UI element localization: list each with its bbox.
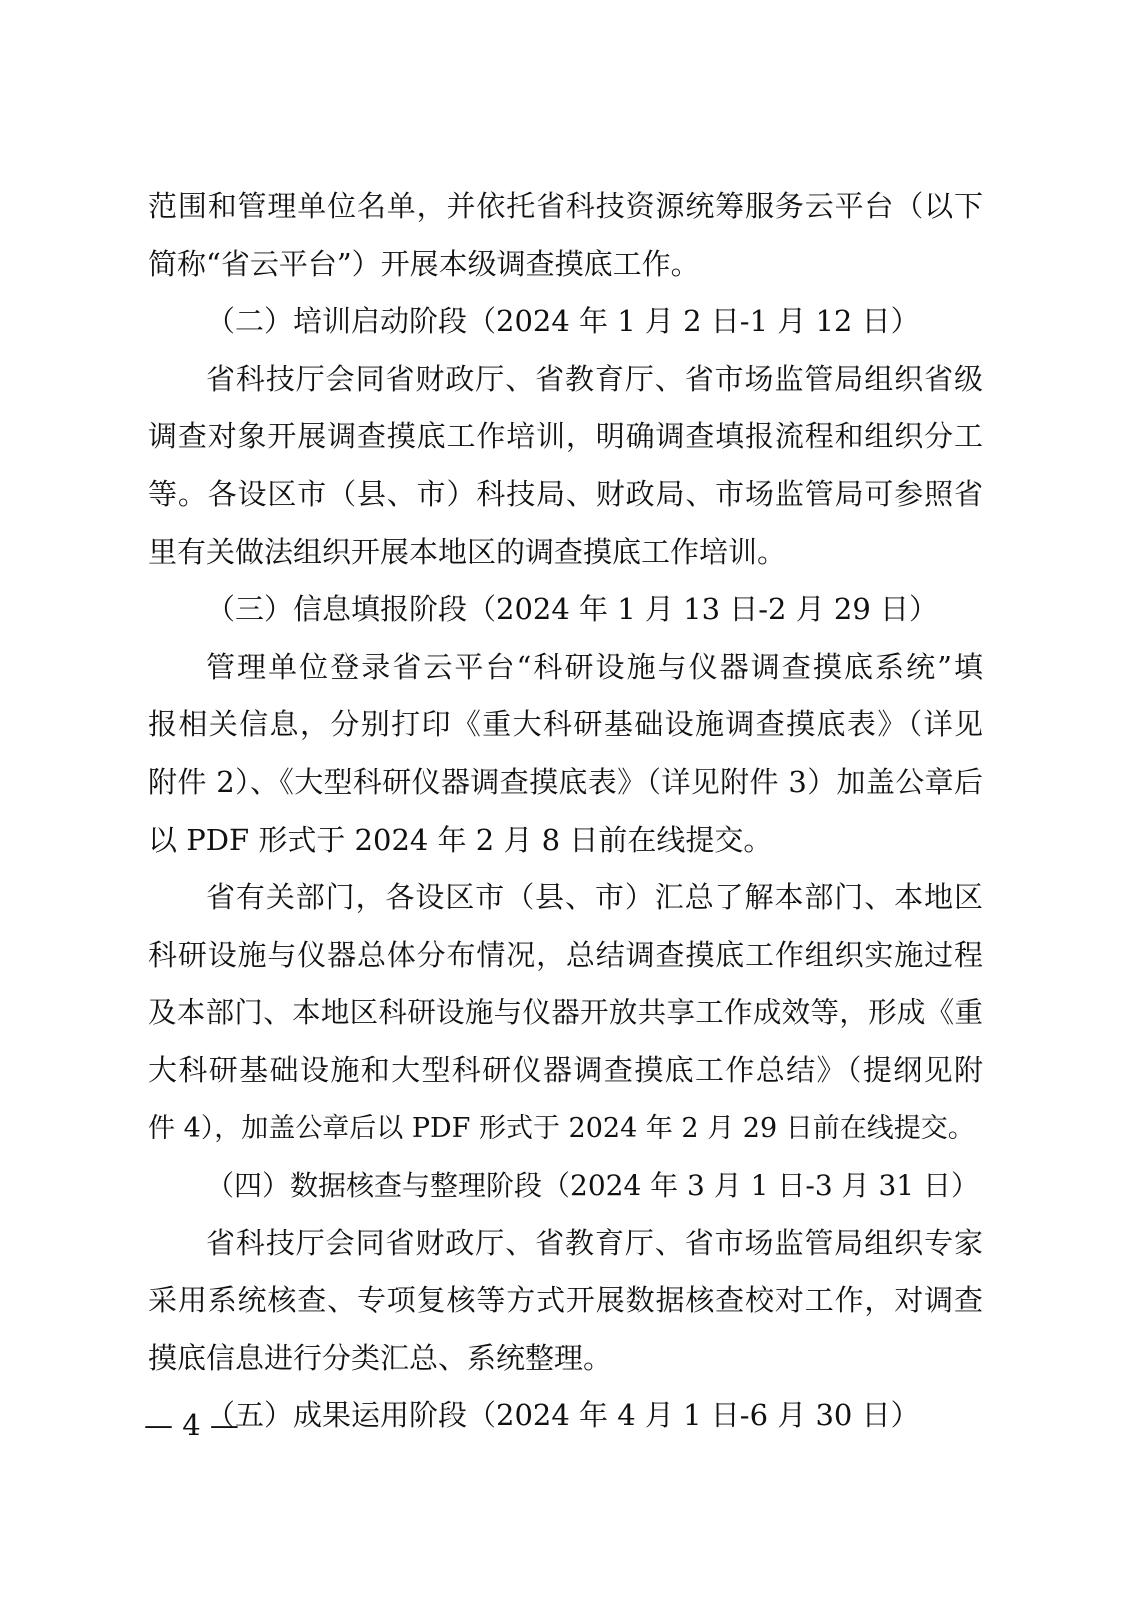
paragraph-line: 范围和管理单位名单，并依托省科技资源统筹服务云平台（以下 [148,189,983,223]
document-body [148,178,983,1445]
paragraph-line: 采用系统核查、专项复核等方式开展数据核查校对工作，对调查 [148,1283,983,1318]
paragraph-line: 以 PDF 形式于 2024 年 2 月 8 日前在线提交。 [148,822,773,857]
paragraph-line: 管理单位登录省云平台“科研设施与仪器调查摸底系统”填 [206,649,983,684]
section-heading: （二）培训启动阶段（2024 年 1 月 2 日-1 月 12 日） [206,304,920,339]
section-heading: （三）信息填报阶段（2024 年 1 月 13 日-2 月 29 日） [206,592,939,627]
paragraph-line: 简称“省云平台”）开展本级调查摸底工作。 [148,246,700,281]
paragraph-line: 件 4），加盖公章后以 PDF 形式于 2024 年 2 月 29 日前在线提交。 [148,1112,975,1144]
paragraph-line: 省科技厅会同省财政厅、省教育厅、省市场监管局组织省级 [206,361,983,396]
page-number: — 4 — [144,1408,239,1442]
paragraph-line: 科研设施与仪器总体分布情况，总结调查摸底工作组织实施过程 [148,937,983,972]
section-heading: （五）成果运用阶段（2024 年 4 月 1 日-6 月 30 日） [206,1398,920,1433]
paragraph-line: 调查对象开展调查摸底工作培训，明确调查填报流程和组织分工 [148,419,983,454]
paragraph-line: 摸底信息进行分类汇总、系统整理。 [148,1340,613,1375]
paragraph-line: 等。各设区市（县、市）科技局、财政局、市场监管局可参照省 [148,476,983,511]
paragraph-line: 省科技厅会同省财政厅、省教育厅、省市场监管局组织专家 [206,1225,983,1260]
paragraph-line: 报相关信息，分别打印《重大科研基础设施调查摸底表》（详见 [148,707,983,742]
section-heading: （四）数据核查与整理阶段（2024 年 3 月 1 日-3 月 31 日） [206,1169,979,1203]
paragraph-line: 及本部门、本地区科研设施与仪器开放共享工作成效等，形成《重 [148,996,983,1030]
paragraph-line: 附件 2）、《大型科研仪器调查摸底表》（详见附件 3）加盖公章后 [148,764,983,799]
paragraph-line: 省有关部门，各设区市（县、市）汇总了解本部门、本地区 [206,880,983,915]
paragraph-line: 大科研基础设施和大型科研仪器调查摸底工作总结》（提纲见附 [148,1052,983,1087]
paragraph-line: 里有关做法组织开展本地区的调查摸底工作培训。 [148,534,787,569]
